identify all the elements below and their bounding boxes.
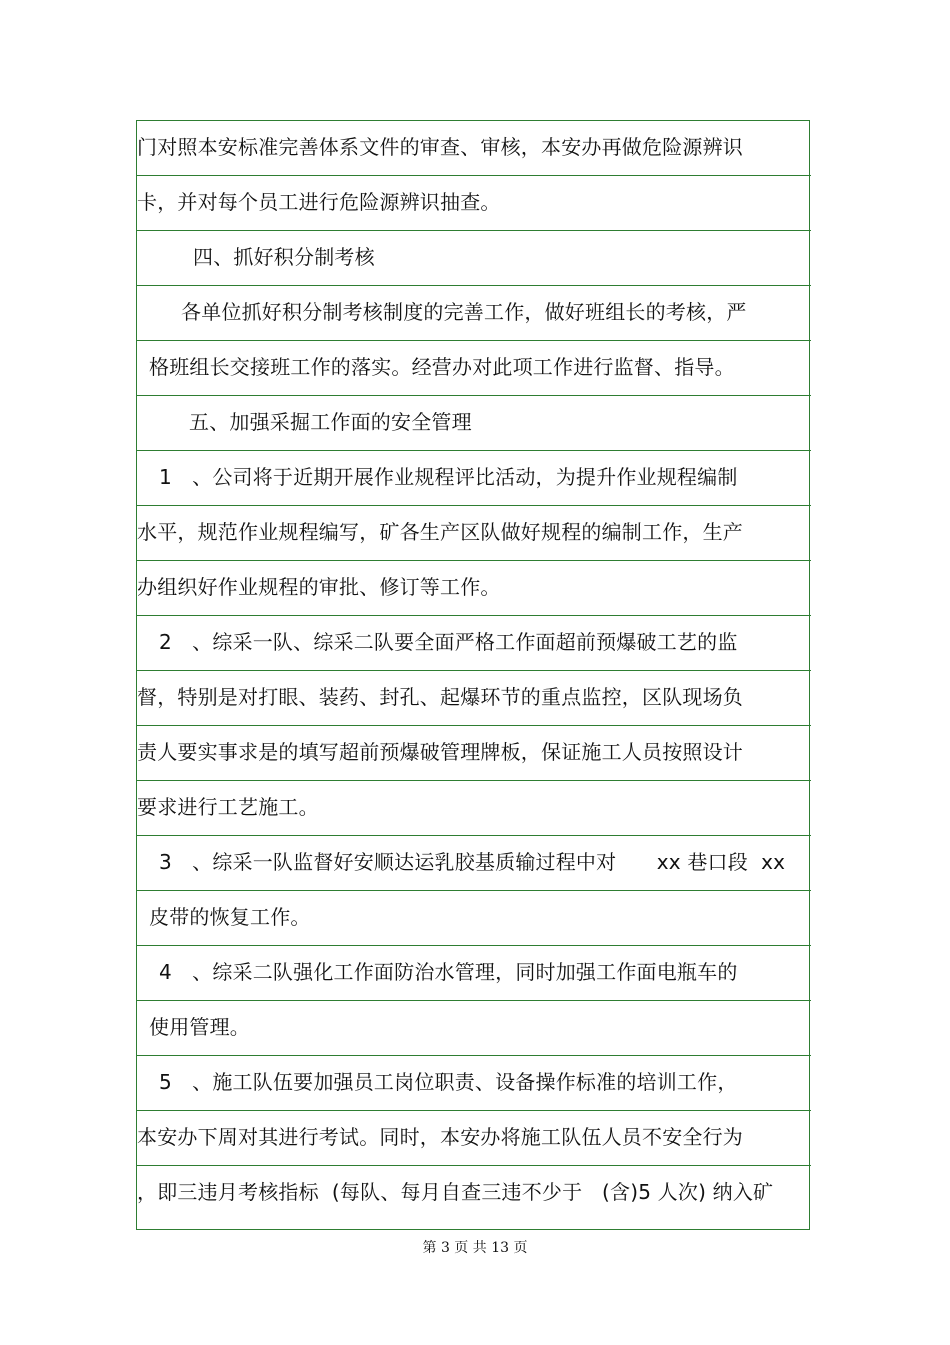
document-table: [136, 120, 810, 1230]
table-row: [137, 891, 811, 946]
text-line: 皮带的恢复工作。: [149, 905, 311, 929]
page-number: 第 3 页 共 13 页: [422, 1240, 528, 1256]
text-line: 责人要实事求是的填写超前预爆破管理牌板，保证施工人员按照设计: [137, 740, 743, 764]
text-line: 卡，并对每个员工进行危险源辨识抽查。: [137, 190, 501, 214]
text-line: 水平，规范作业规程编写，矿各生产区队做好规程的编制工作，生产: [137, 520, 743, 544]
text-line: 各单位抓好积分制考核制度的完善工作，做好班组长的考核，严: [181, 300, 747, 324]
table-row: [137, 616, 811, 671]
table-row: [137, 396, 811, 451]
table-row: [137, 451, 811, 506]
table-row: [137, 286, 811, 341]
table-row: [137, 671, 811, 726]
text-line: 要求进行工艺施工。: [137, 795, 319, 819]
section-heading: 四、抓好积分制考核: [193, 245, 375, 269]
table-row: [137, 726, 811, 781]
table-row: [137, 1001, 811, 1056]
table-row: [137, 1166, 811, 1221]
table-row: [137, 341, 811, 396]
text-line: 本安办下周对其进行考试。同时，本安办将施工队伍人员不安全行为: [137, 1125, 743, 1149]
table-row: [137, 506, 811, 561]
table-row: [137, 1056, 811, 1111]
text-line: 办组织好作业规程的审批、修订等工作。: [137, 575, 501, 599]
table-row: [137, 561, 811, 616]
table-row: [137, 1111, 811, 1166]
text-line: 4 、综采二队强化工作面防治水管理，同时加强工作面电瓶车的: [159, 960, 738, 984]
text-line: ，即三违月考核指标 (每队、每月自查三违不少于 (含)5 人次) 纳入矿: [137, 1180, 774, 1204]
table-row: [137, 176, 811, 231]
text-line: 5 、施工队伍要加强员工岗位职责、设备操作标准的培训工作，: [159, 1070, 738, 1094]
text-line: 门对照本安标准完善体系文件的审查、审核，本安办再做危险源辨识: [137, 135, 743, 159]
table-row: [137, 781, 811, 836]
text-line: 1 、公司将于近期开展作业规程评比活动，为提升作业规程编制: [159, 465, 738, 489]
table-row: [137, 231, 811, 286]
text-line: 格班组长交接班工作的落实。经营办对此项工作进行监督、指导。: [149, 355, 735, 379]
text-line: 3 、综采一队监督好安顺达运乳胶基质输过程中对 xx 巷口段 xx: [159, 850, 786, 874]
table-row: [137, 836, 811, 891]
text-line: 2 、综采一队、综采二队要全面严格工作面超前预爆破工艺的监: [159, 630, 738, 654]
section-heading: 五、加强采掘工作面的安全管理: [189, 410, 472, 434]
text-line: 使用管理。: [149, 1015, 250, 1039]
table-row: [137, 121, 811, 176]
table-row: [137, 946, 811, 1001]
text-line: 督，特别是对打眼、装药、封孔、起爆环节的重点监控，区队现场负: [137, 685, 743, 709]
